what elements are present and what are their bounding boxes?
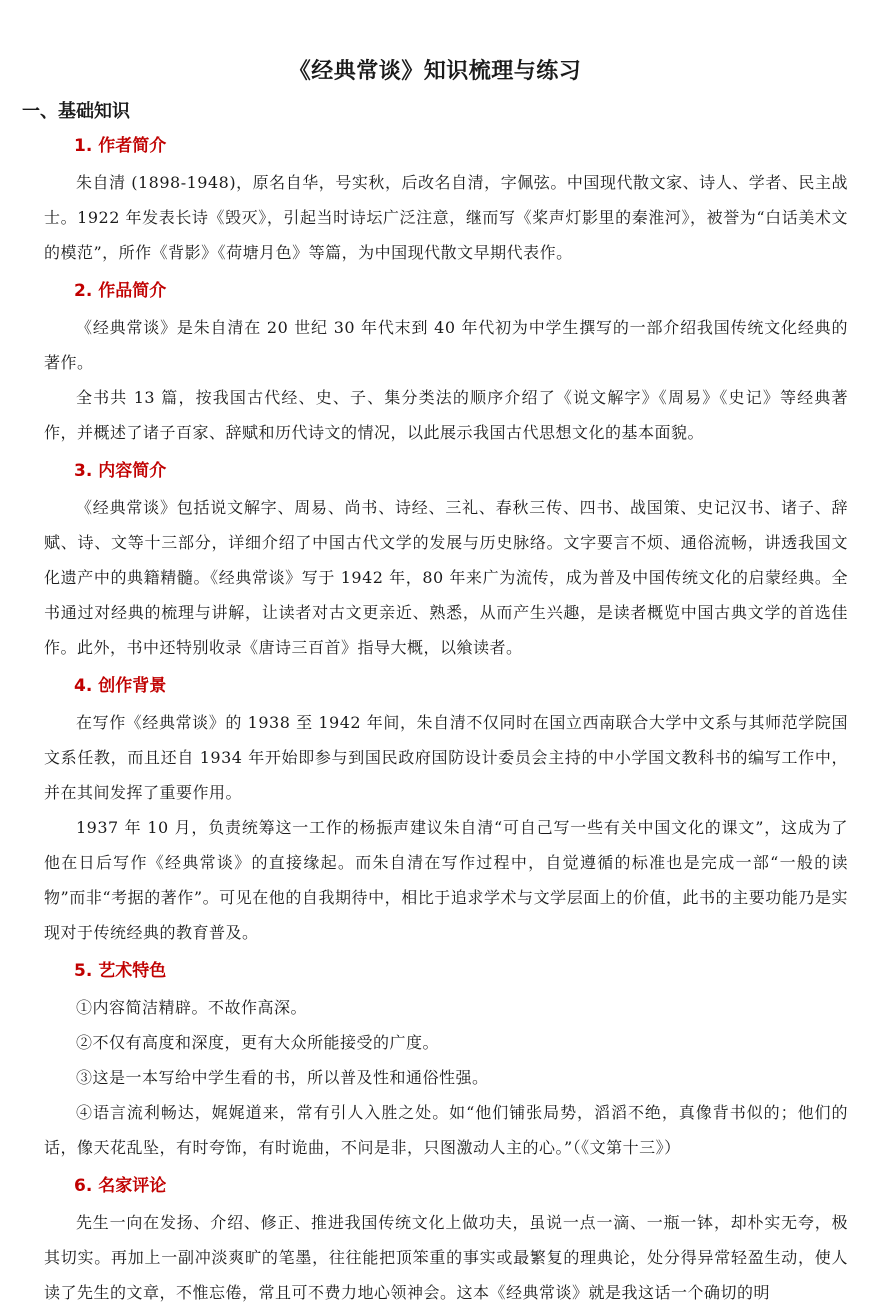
section-author (22, 131, 848, 270)
section-heading: 5. 艺术特色 (74, 961, 167, 981)
section-features (22, 956, 848, 1165)
document-title: 《经典常谈》知识梳理与练习 (288, 59, 582, 84)
paragraph: 1937 年 10 月，负责统筹这一工作的杨振声建议朱自清“可自己写一些有关中国文化的课文”，这成为了他在日后写作《经典常谈》的直接缘起。而朱自清在写作过程中，自觉遵循的标准也是完成一部“一般的读物”而非“考据的著作”。可见在他的自我期待中，相比于追求学术与文学层面上的价值，此书的主要功能乃是实现对于传统经典的教育普及。 (44, 818, 848, 942)
paragraph: 《经典常谈》是朱自清在 20 世纪 30 年代末到 40 年代初为中学生撰写的一部介绍我国传统文化经典的著作。 (44, 318, 848, 372)
paragraph: 《经典常谈》包括说文解字、周易、尚书、诗经、三礼、春秋三传、四书、战国策、史记汉书、诸子、辞赋、诗、文等十三部分，详细介绍了中国古代文学的发展与历史脉络。文字要言不烦、通俗流畅，讲透我国文化遗产中的典籍精髓。《经典常谈》写于 1942 年，80 年来广为流传，成为普及中国传统文化的启蒙经典。全书通过对经典的梳理与讲解，让读者对古文更亲近、熟悉，从而产生兴趣，是读者概览中国古典文学的首选佳作。此外，书中还特别收录《唐诗三百首》指导大概，以飨读者。 (44, 498, 848, 657)
section-content (22, 456, 848, 665)
part-heading: 一、基础知识 (22, 101, 130, 122)
list-item: ④语言流利畅达，娓娓道来，常有引人入胜之处。如“他们铺张局势，滔滔不绝，真像背书似的；他们的话，像天花乱坠，有时夸饰，有时诡曲，不问是非，只图激动人主的心。”（《文第十三》） (44, 1103, 848, 1157)
section-reviews (22, 1171, 848, 1310)
section-background (22, 671, 848, 950)
list-item: ①内容简洁精辟。不故作高深。 (76, 998, 308, 1017)
section-work (22, 276, 848, 450)
list-item: ③这是一本写给中学生看的书，所以普及性和通俗性强。 (76, 1068, 489, 1087)
paragraph: 朱自清 (1898-1948)，原名自华，号实秋，后改名自清，字佩弦。中国现代散文家、诗人、学者、民主战士。1922 年发表长诗《毁灭》，引起当时诗坛广泛注意，继而写《桨声灯影里的秦淮河》，被誉为“白话美术文的模范”，所作《背影》《荷塘月色》等篇，为中国现代散文早期代表作。 (44, 173, 848, 262)
section-heading: 6. 名家评论 (74, 1176, 167, 1196)
paragraph: 先生一向在发扬、介绍、修正、推进我国传统文化上做功夫，虽说一点一滴、一瓶一钵，却朴实无夸，极其切实。再加上一副冲淡爽旷的笔墨，往往能把顶笨重的事实或最繁复的理典论，处分得异常轻盈生动，使人读了先生的文章，不惟忘倦，常且可不费力地心领神会。这本《经典常谈》就是我这话一个确切的明 (44, 1213, 848, 1302)
section-heading: 3. 内容简介 (74, 461, 167, 481)
section-heading: 1. 作者简介 (74, 136, 167, 156)
paragraph: 在写作《经典常谈》的 1938 至 1942 年间，朱自清不仅同时在国立西南联合大学中文系与其师范学院国文系任教，而且还自 1934 年开始即参与到国民政府国防设计委员会主持的中小学国文教科书的编写工作中，并在其间发挥了重要作用。 (44, 713, 848, 802)
list-item: ②不仅有高度和深度，更有大众所能接受的广度。 (76, 1033, 440, 1052)
section-heading: 4. 创作背景 (74, 676, 167, 696)
section-heading: 2. 作品简介 (74, 281, 167, 301)
paragraph: 全书共 13 篇，按我国古代经、史、子、集分类法的顺序介绍了《说文解字》《周易》《史记》等经典著作，并概述了诸子百家、辞赋和历代诗文的情况，以此展示我国古代思想文化的基本面貌。 (44, 388, 848, 442)
